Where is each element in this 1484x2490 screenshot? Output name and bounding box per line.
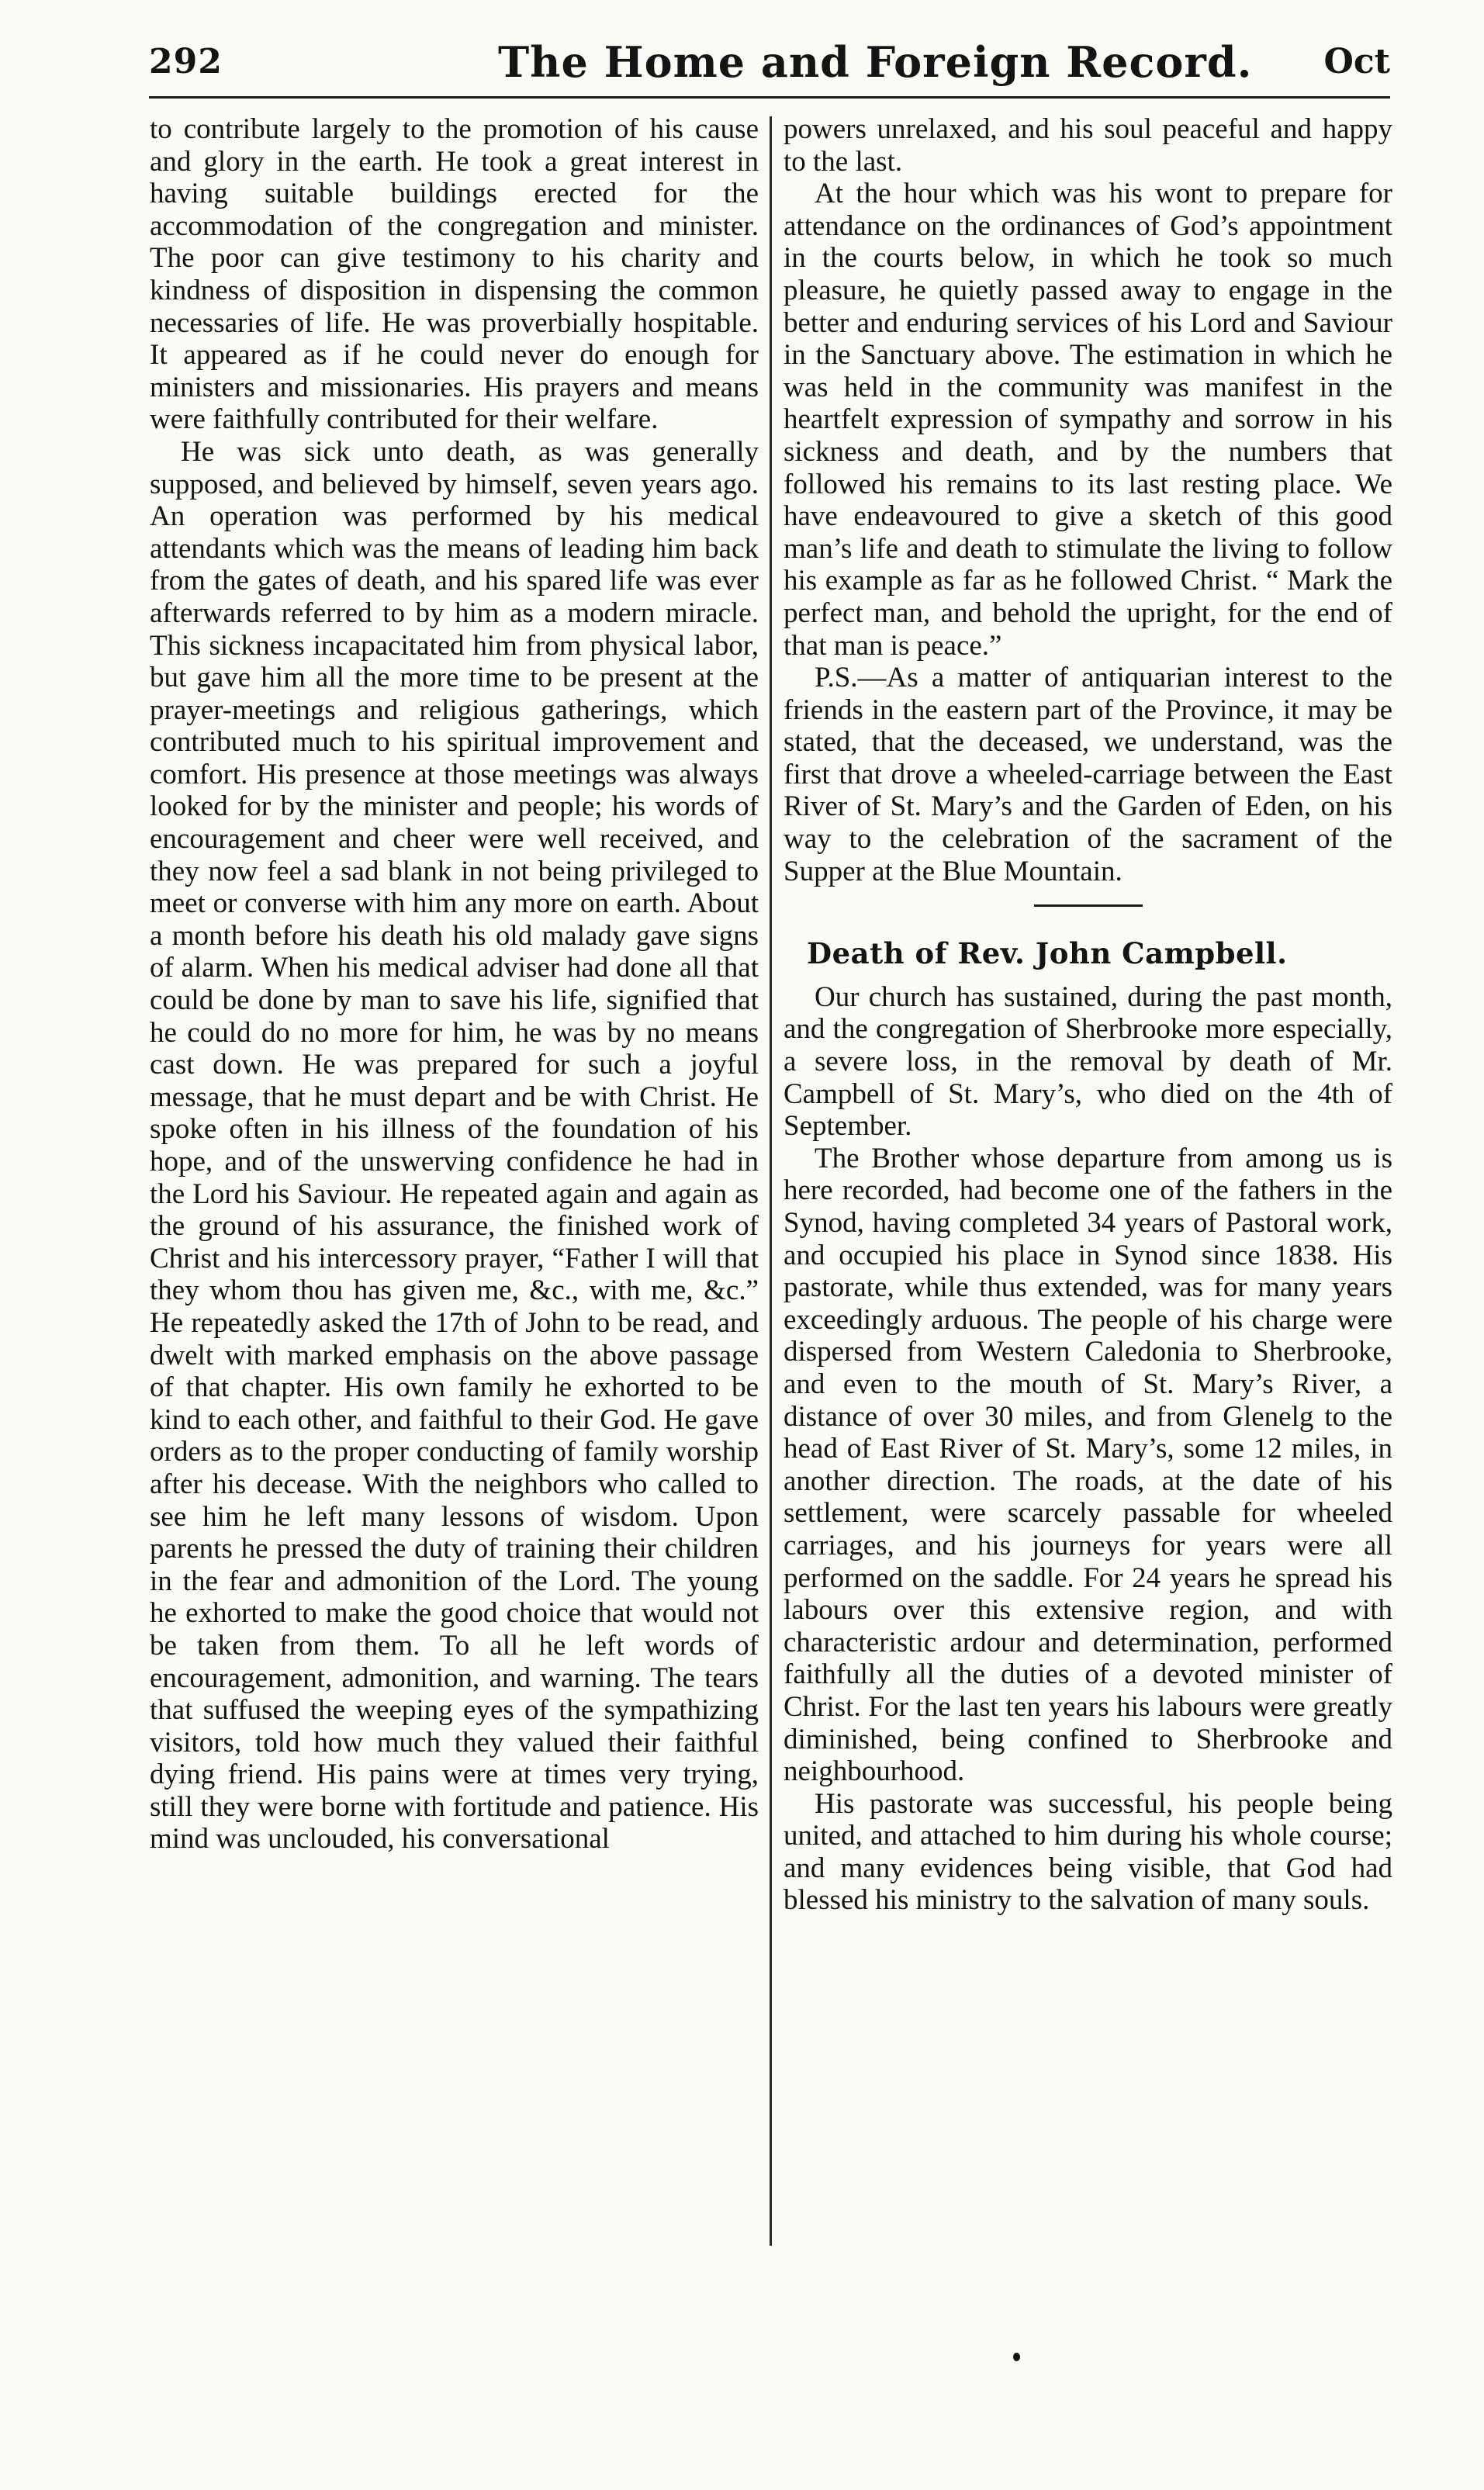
section-paragraph-2: The Brother whose departure from among us is here recorded, had become one of the fathers in the Synod, having completed 34 years of Pastoral work, and occupied his place in Synod since 1838. His pastorate, while thus extended, was for many years exceedingly arduous. The people of his charge were dispersed from Western Caledonia to Sherbrooke, and even to the mouth of St. Mary’s River, a distance of over 30 miles, and from Glenelg to the head of East River of St. Mary’s, some 12 miles, in another direction. The roads, at the date of his settlement, were scarcely passable for wheeled carriages, and his journeys for years were all performed on the saddle. For 24 years he spread his labours over this extensive region, and with characteristic ardour and determination, performed faithfully all the duties of a devoted minister of Christ. For the last ten years his labours were greatly diminished, being confined to Sherbrooke and neighbourhood.	[784, 1142, 1392, 1788]
running-title: The Home and Foreign Record.	[498, 37, 1253, 87]
page-number: 292	[149, 42, 223, 81]
left-column	[150, 113, 759, 1855]
section-paragraph-3: His pastorate was successful, his people being united, and attached to him during his whole course; and many evidences being visible, that God had blessed his ministry to the salvation of many souls.	[784, 1787, 1392, 1917]
section-title: Death of Rev. John Campbell.	[807, 936, 1288, 971]
printer-mark	[1013, 2353, 1020, 2361]
left-paragraph-2: He was sick unto death, as was generally supposed, and believed by himself, seven years ago. An operation was performed by his medical attendants which was the means of leading him back from the gates of death, and his spared life was ever afterwards referred to by him as a modern miracle. This sickness incapacitated him from physical labor, but gave him all the more time to be present at the prayer-meetings and religious gatherings, which contributed much to his spiritual improvement and comfort. His presence at those meetings was always looked for by the minister and people; his words of encouragement and cheer were well received, and they now feel a sad blank in not being privileged to meet or converse with him any more on earth. About a month before his death his old malady gave signs of alarm. When his medical adviser had done all that could be done by man to save his life, signified that he could do no more for him, he was by no means cast down. He was prepared for such a joyful message, that he must depart and be with Christ. He spoke often in his illness of the foundation of his hope, and of the unswerving confidence he had in the Lord his Saviour. He repeated again and again as the ground of his assurance, the finished work of Christ and his intercessory prayer, “Father I will that they whom thou has given me, &c., with me, &c.” He repeatedly asked the 17th of John to be read, and dwelt with marked emphasis on the above passage of that chapter. His own family he exhorted to be kind to each other, and faithful to their God. He gave orders as to the proper conducting of family worship after his decease. With the neighbors who called to see him he left many lessons of wisdom. Upon parents he pressed the duty of training their children in the fear and admonition of the Lord. The young he exhorted to make the good choice that would not be taken from them. To all he left words of encouragement, admonition, and warning. The tears that suffused the weeping eyes of the sympathizing visitors, told how much they valued their faithful dying friend. His pains were at times very trying, still they were borne with fortitude and patience. His mind was unclouded, his conversational	[150, 435, 759, 1855]
column-divider	[770, 116, 772, 2246]
left-paragraph-1: to contribute largely to the promotion of his cause and glory in the earth. He took a great interest in having suitable buildings erected for the accommodation of the congregation and minister. The poor can give testimony to his charity and kindness of disposition in dispensing the common necessaries of life. He was proverbially hospitable. It appeared as if he could never do enough for ministers and missionaries. His prayers and means were faithfully contributed for their welfare.	[150, 113, 759, 436]
section-separator	[1034, 904, 1143, 907]
right-column	[784, 113, 1392, 1917]
right-paragraph-1: powers unrelaxed, and his soul peaceful and happy to the last.	[784, 113, 1392, 178]
right-paragraph-3: P.S.—As a matter of antiquarian interest to the friends in the eastern part of the Province, it may be stated, that the deceased, we understand, was the first that drove a wheeled-carriage between the East River of St. Mary’s and the Garden of Eden, on his way to the celebration of the sacrament of the Supper at the Blue Mountain.	[784, 662, 1392, 887]
header-rule	[149, 96, 1390, 99]
page-header	[149, 31, 1390, 92]
section-paragraph-1: Our church has sustained, during the past month, and the congregation of Sherbrooke more especially, a severe loss, in the removal by death of Mr. Campbell of St. Mary’s, who died on the 4th of September.	[784, 980, 1392, 1143]
right-paragraph-2: At the hour which was his wont to prepare for attendance on the ordinances of God’s appointment in the courts below, in which he took so much pleasure, he quietly passed away to engage in the better and enduring services of his Lord and Saviour in the Sanctuary above. The estimation in which he was held in the community was manifest in the heartfelt expression of sympathy and sorrow in his sickness and death, and by the numbers that followed his remains to its last resting place. We have endeavoured to give a sketch of this good man’s life and death to stimulate the living to follow his example as far as he followed Christ. “ Mark the perfect man, and behold the upright, for the end of that man is peace.”	[784, 178, 1392, 662]
running-month: Oct	[1323, 42, 1390, 81]
